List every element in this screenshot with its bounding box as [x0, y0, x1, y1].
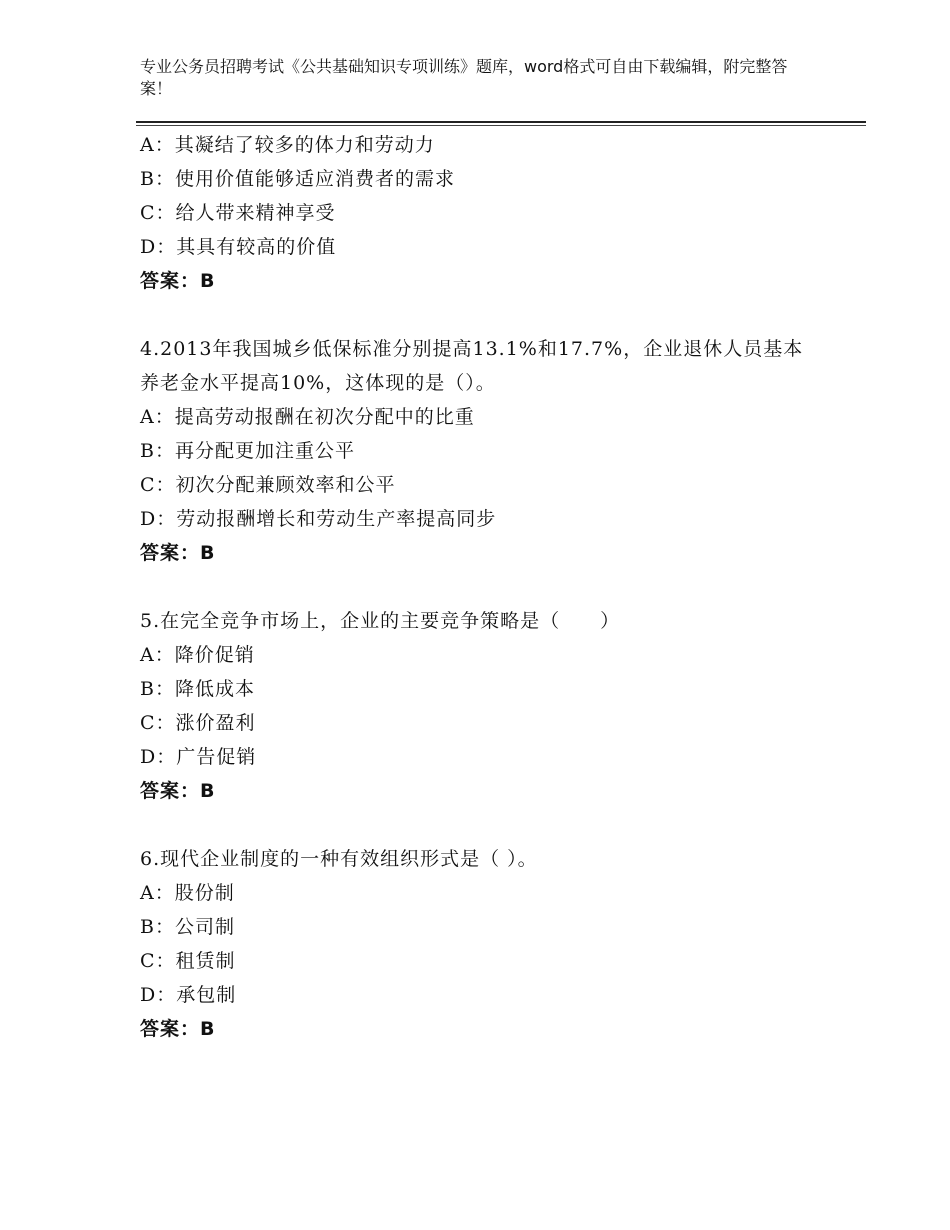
option-c: C：涨价盈利: [140, 712, 256, 734]
header-divider-thin: [136, 125, 866, 126]
option-c: C：给人带来精神享受: [140, 202, 336, 224]
answer: 答案：B: [140, 780, 216, 802]
option-c: C：租赁制: [140, 950, 236, 972]
spacer: [140, 570, 820, 604]
option-b: B：再分配更加注重公平: [140, 440, 355, 462]
question-5: [140, 604, 820, 808]
question-stem: 4.2013年我国城乡低保标准分别提高13.1%和17.7%，企业退休人员基本养老金水平提高10%，这体现的是（）。: [140, 338, 804, 394]
option-a: A：提高劳动报酬在初次分配中的比重: [140, 406, 475, 428]
option-a: A：其凝结了较多的体力和劳动力: [140, 134, 435, 156]
option-c: C：初次分配兼顾效率和公平: [140, 474, 396, 496]
question-3: [140, 128, 820, 298]
option-d: D：承包制: [140, 984, 237, 1006]
option-d: D：其具有较高的价值: [140, 236, 337, 258]
question-stem: 5.在完全竞争市场上，企业的主要竞争策略是（ ）: [140, 610, 621, 632]
option-b: B：降低成本: [140, 678, 255, 700]
question-4: [140, 332, 820, 570]
answer: 答案：B: [140, 270, 216, 292]
spacer: [140, 808, 820, 842]
header-divider-thick: [136, 121, 866, 123]
option-d: D：广告促销: [140, 746, 257, 768]
spacer: [140, 298, 820, 332]
question-stem: 6.现代企业制度的一种有效组织形式是（ ）。: [140, 848, 538, 870]
document-header: 专业公务员招聘考试《公共基础知识专项训练》题库，word格式可自由下载编辑，附完整答案！: [140, 57, 788, 98]
question-6: [140, 842, 820, 1046]
question-list: [140, 128, 820, 1046]
answer: 答案：B: [140, 1018, 216, 1040]
option-d: D：劳动报酬增长和劳动生产率提高同步: [140, 508, 497, 530]
option-a: A：股份制: [140, 882, 235, 904]
answer: 答案：B: [140, 542, 216, 564]
option-b: B：使用价值能够适应消费者的需求: [140, 168, 455, 190]
option-b: B：公司制: [140, 916, 235, 938]
option-a: A：降价促销: [140, 644, 255, 666]
